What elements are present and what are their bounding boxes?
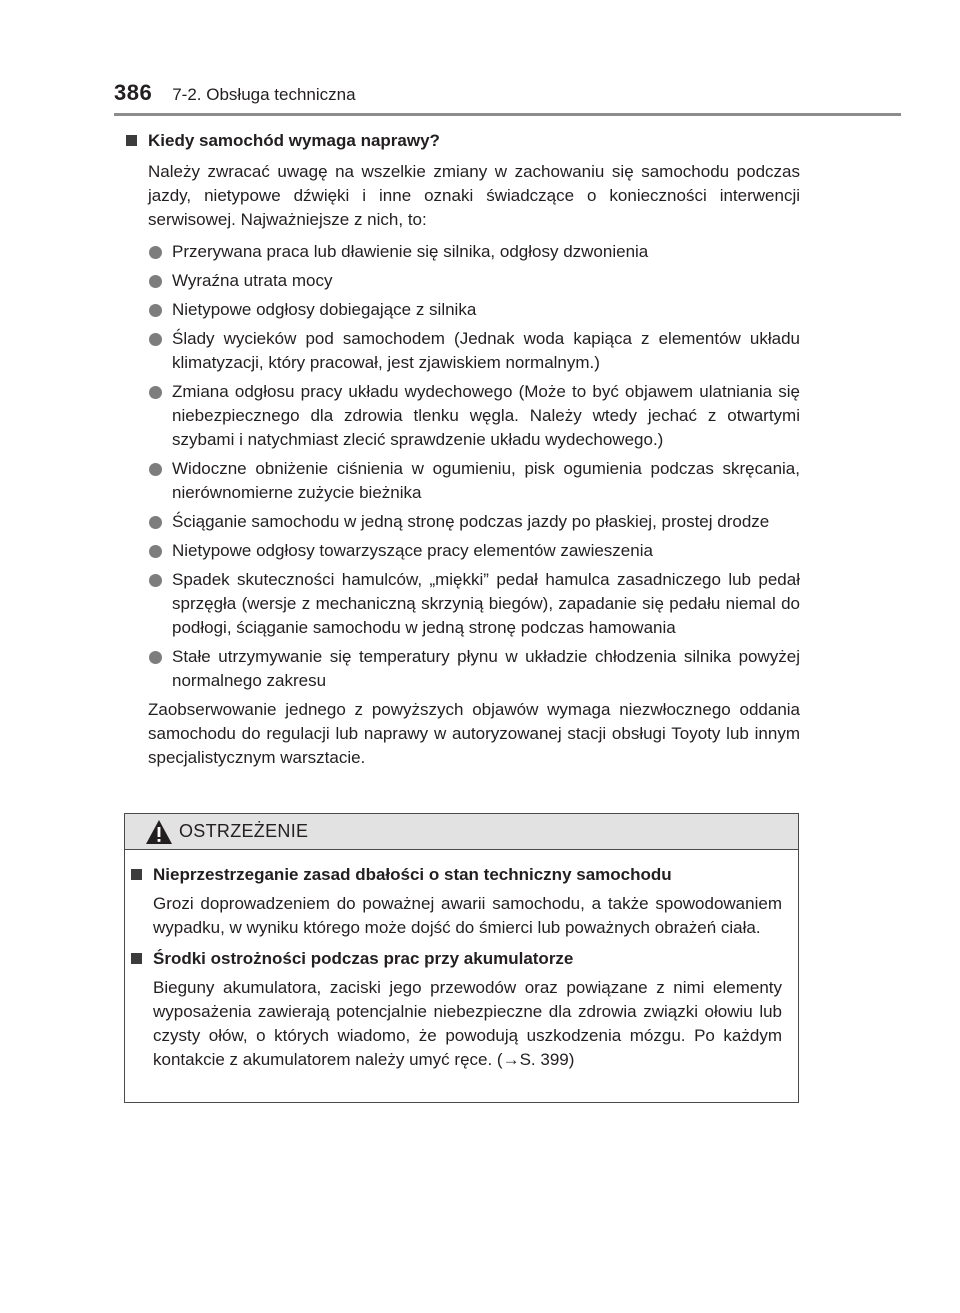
list-item	[148, 457, 800, 505]
list-item	[148, 269, 800, 293]
section-heading	[124, 128, 800, 154]
warning-section-heading-text: Środki ostrożności podczas prac przy akumulatorze	[153, 949, 574, 968]
section-heading-text: Kiedy samochód wymaga naprawy?	[148, 131, 440, 150]
page-header	[114, 80, 356, 106]
circle-bullet-icon	[149, 333, 162, 346]
intro-paragraph: Należy zwracać uwagę na wszelkie zmiany w zachowaniu się samochodu podczas jazdy, nietypowe dźwięki i inne oznaki świadczące o konieczności interwencji serwisowej. Najważniejsze z nich, to:	[148, 162, 800, 229]
section-title: 7-2. Obsługa techniczna	[172, 85, 356, 104]
list-item-text: Widoczne obniżenie ciśnienia w ogumieniu, pisk ogumienia podczas skręcania, nierównomierne zużycie bieżnika	[172, 459, 800, 502]
circle-bullet-icon	[149, 574, 162, 587]
list-item-text: Ściąganie samochodu w jedną stronę podczas jazdy po płaskiej, prostej drodze	[172, 512, 770, 531]
circle-bullet-icon	[149, 246, 162, 259]
circle-bullet-icon	[149, 516, 162, 529]
list-item	[148, 510, 800, 534]
main-content	[124, 128, 800, 778]
list-item	[148, 539, 800, 563]
warning-title: OSTRZEŻENIE	[179, 821, 309, 841]
list-item	[148, 298, 800, 322]
symptom-list	[124, 240, 800, 693]
warning-section-heading-text: Nieprzestrzeganie zasad dbałości o stan techniczny samochodu	[153, 865, 672, 884]
square-bullet-icon	[131, 953, 142, 964]
list-item	[148, 568, 800, 640]
list-item	[148, 240, 800, 264]
circle-bullet-icon	[149, 304, 162, 317]
list-item-text: Zmiana odgłosu pracy układu wydechowego (Może to być objawem ulatniania się niebezpiecznego dla zdrowia tlenku węgla. Należy wtedy jechać z otwartymi szybami i natychmiast zlecić sprawdzenie układu wydechowego.)	[172, 382, 800, 449]
closing-paragraph: Zaobserwowanie jednego z powyższych objawów wymaga niezwłocznego oddania samochodu do regulacji lub naprawy w autoryzowanej stacji obsługi Toyoty lub innym specjalistycznym warsztacie.	[148, 700, 800, 767]
square-bullet-icon	[131, 869, 142, 880]
list-item	[148, 327, 800, 375]
circle-bullet-icon	[149, 545, 162, 558]
warning-section-heading	[129, 862, 782, 888]
warning-section-text: Bieguny akumulatora, zaciski jego przewodów oraz powiązane z nimi elementy wyposażenia zawierają potencjalnie niebezpieczne dla zdrowia związki ołowiu lub czysty ołów, o których wiadomo, że powodują uszkodzenia mózgu. Po każdym kontakcie z akumulatorem należy umyć ręce. (→S. 399)	[153, 978, 782, 1069]
warning-section-text: Grozi doprowadzeniem do poważnej awarii samochodu, a także spowodowaniem wypadku, w wyniku którego może dojść do śmierci lub poważnych obrażeń ciała.	[153, 894, 782, 937]
header-divider	[114, 113, 901, 116]
warning-box	[124, 813, 799, 1103]
square-bullet-icon	[126, 135, 137, 146]
list-item-text: Ślady wycieków pod samochodem (Jednak woda kapiąca z elementów układu klimatyzacji, który pracował, jest zjawiskiem normalnym.)	[172, 329, 800, 372]
list-item	[148, 380, 800, 452]
list-item-text: Wyraźna utrata mocy	[172, 271, 333, 290]
list-item-text: Spadek skuteczności hamulców, „miękki” pedał hamulca zasadniczego lub pedał sprzęgła (wersje z mechaniczną skrzynią biegów), zapadanie się pedału niemal do podłogi, ściąganie samochodu w jedną stronę podczas hamowania	[172, 570, 800, 637]
list-item-text: Nietypowe odgłosy dobiegające z silnika	[172, 300, 477, 319]
list-item	[148, 645, 800, 693]
warning-body	[125, 850, 798, 1072]
list-item-text: Przerywana praca lub dławienie się silnika, odgłosy dzwonienia	[172, 242, 649, 261]
circle-bullet-icon	[149, 651, 162, 664]
warning-section-heading	[129, 946, 782, 972]
circle-bullet-icon	[149, 386, 162, 399]
list-item-text: Stałe utrzymywanie się temperatury płynu w układzie chłodzenia silnika powyżej normalnego zakresu	[172, 647, 800, 690]
page-number: 386	[114, 80, 153, 105]
list-item-text: Nietypowe odgłosy towarzyszące pracy elementów zawieszenia	[172, 541, 653, 560]
warning-triangle-icon	[145, 819, 173, 845]
circle-bullet-icon	[149, 463, 162, 476]
circle-bullet-icon	[149, 275, 162, 288]
warning-header	[125, 814, 798, 850]
